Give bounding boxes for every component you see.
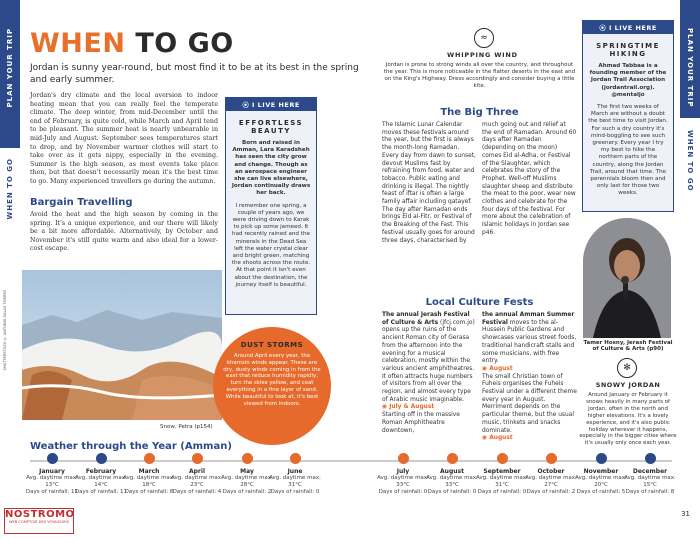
i-live-here-label: I LIVE HERE — [608, 24, 657, 32]
intro-text: Jordan is sunny year-round, but most find it to be at its best in the spring and early summer. — [30, 63, 359, 85]
when-to-go-right-label: WHEN TO GO — [686, 130, 694, 192]
month-rain: Days of rainfall: 0 — [378, 489, 428, 495]
month-temp: Avg. daytime max: 18°C — [123, 475, 175, 488]
big-three-col1: The Islamic Lunar Calendar moves these festivals around the year, but the first is always the month-long Ramadan. Every day from dawn to sunset, devout Muslims fast by refraining from food, water and tobacco. Public eating and drinking is illegal. The nightly feast of iftar is often a large family affair including qatayef. The day after Ramadan ends brings Eid al-Fitr, or Festival of the Breaking of the Fast. This festival usually goes for around three days, characterised by — [382, 122, 476, 244]
snowy-jordan-text: Around January or February it snows heavily in many parts of Jordan, often in the north and higher elevations. It's a lovely experience, and it's also public holiday wherever it happens, especially in the bigger cities where it's usually only once each year. — [579, 392, 677, 447]
big-three-heading: The Big Three — [440, 107, 519, 118]
page-number: 31 — [681, 510, 690, 518]
wind-icon: ≈ — [474, 28, 494, 48]
month-name: February — [85, 468, 117, 475]
weather-title: Weather through the Year (Amman) — [30, 441, 232, 452]
month-temp: Avg. daytime max: 28°C — [221, 475, 273, 488]
left-sidebar — [0, 0, 20, 539]
springtime-hiking-box — [582, 20, 674, 212]
month-temp: Avg. daytime max: 31°C — [476, 475, 528, 488]
month-name: May — [240, 468, 254, 475]
month-dot — [290, 453, 301, 464]
month-rain: Days of rainfall: 4 — [172, 489, 222, 495]
month-name: November — [583, 468, 619, 475]
right-sidebar-tab — [680, 0, 700, 118]
month-rain: Days of rainfall: 2 — [222, 489, 272, 495]
month-dot — [192, 453, 203, 464]
fuheis-date — [482, 435, 577, 443]
page-title — [30, 28, 234, 59]
month-dot — [47, 453, 58, 464]
bargain-text: Avoid the heat and the high season by coming in the spring. It's a unique experience, and our there will likely be a bit more affordable. Alternatively, by October and November it's still quite warm and also ideal for a lower-cost escape. — [30, 211, 218, 253]
month-june — [265, 453, 325, 496]
dust-storms-heading: DUST STORMS — [240, 341, 304, 349]
amman-festival-title: the annual Amman Summer Festival — [482, 312, 575, 326]
title-go: TO GO — [135, 28, 234, 59]
local-col2 — [482, 312, 577, 443]
month-temp: Avg. daytime max: 23°C — [171, 475, 223, 488]
month-name: April — [188, 468, 205, 475]
effortless-quote: I remember one spring, a couple of years ago, we were driving down to Karak to pick up some jameed. It had recently rained and the minerals in the Dead Sea left the water crystal clear and bright green, matching the shoots across the route. At that point it isn't even about the destination, the journey itself is beautiful. — [231, 202, 311, 288]
dust-storms-callout — [213, 327, 331, 445]
i-live-here-tag — [583, 21, 673, 34]
bargain-heading: Bargain Travelling — [30, 197, 133, 208]
calendar-icon: ◉ — [482, 435, 488, 442]
jerash-date — [382, 404, 477, 412]
month-dot — [96, 453, 107, 464]
calendar-icon: ◉ — [482, 365, 488, 372]
month-temp: Avg. daytime max: 20°C — [575, 475, 627, 488]
month-dot — [398, 453, 409, 464]
month-name: September — [483, 468, 521, 475]
effortless-bio: Born and raised in Amman, Lara Karadsheh has seen the city grow and change. Though as an aerospace engineer she can live elsewhere, Jordan continually draws her back. — [231, 140, 311, 197]
jerash-date-label: July & August — [389, 404, 435, 411]
month-name: January — [39, 468, 65, 475]
month-rain: Days of rainfall: 2 — [526, 489, 576, 495]
local-col1 — [382, 312, 477, 435]
month-temp: Avg. daytime max: 14°C — [75, 475, 127, 488]
month-rain: Days of rainfall: 0 — [477, 489, 527, 495]
snowflake-icon: ✻ — [617, 358, 637, 378]
petra-caption: Snow, Petra (p154) — [160, 424, 213, 430]
amman-festival-text: moves to the al-Hussein Public Gardens and showcases various street foods, traditional handicraft stalls and some musicians, with free entry. — [482, 319, 577, 365]
logo-name: NOSTROMO — [5, 509, 75, 520]
plan-your-trip-right-label: PLAN YOUR TRIP — [686, 28, 694, 108]
plan-your-trip-label: PLAN YOUR TRIP — [6, 28, 14, 108]
hiking-heading: SPRINGTIME HIKING — [596, 42, 660, 58]
month-dot — [596, 453, 607, 464]
when-to-go-side-label: WHEN TO GO — [6, 158, 14, 220]
month-name: December — [632, 468, 668, 475]
nostromo-logo — [4, 508, 74, 534]
month-temp: Avg. daytime max: 33°C — [377, 475, 429, 488]
jerash-festival-text: (jfcj.com.jo) opens up the ruins of the ancient Roman city of Gerasa from the afternoon into the evening for a musical celebration, mostly within the various ancient amphitheatres. It often attracts huge numbers of visitors from all over the region, and almost every type of Arabic music imaginable. — [382, 319, 475, 403]
photo-credit: SHUTTERSTOCK © ANTONIO SALAS TORRES — [3, 290, 7, 371]
singer-illustration — [583, 218, 671, 338]
fuheis-date-label: August — [489, 435, 513, 442]
fuheis-text: The small Christian town of Fuheis organises the Fuheis Festival under a different theme every year in August. Merriment depends on the particular theme, but the usual music, trinkets and snacks dominate. — [482, 373, 577, 434]
month-dot — [144, 453, 155, 464]
jerash-tail-text: Starting off in the massive Roman Amphitheatre downtown, — [382, 412, 460, 434]
effortless-beauty-box — [225, 97, 317, 315]
month-dot — [447, 453, 458, 464]
amman-date-label: August — [489, 365, 513, 372]
logo-subtitle: WEB COMPTOIR DES VOYAGEURS — [8, 520, 70, 524]
plan-your-trip-tab — [0, 0, 20, 148]
month-name: March — [138, 468, 160, 475]
calendar-icon: ◉ — [382, 404, 388, 411]
month-rain: Days of rainfall: 8 — [625, 489, 675, 495]
month-temp: Avg. daytime max: 27°C — [525, 475, 577, 488]
local-culture-heading: Local Culture Fests — [425, 297, 534, 308]
month-temp: Avg. daytime max: 15°C — [624, 475, 676, 488]
month-temp: Avg. daytime max: 13°C — [26, 475, 78, 488]
petra-snow-illustration — [22, 270, 222, 420]
whipping-wind-text: Jordan is prone to strong winds all over the country, and throughout the year. This is more noticeable in the flatter deserts in the east and on the King's Highway. Dress accordingly and consider buying a little kite. — [383, 62, 576, 89]
effortless-heading: EFFORTLESS BEAUTY — [238, 119, 304, 135]
dust-storms-text: Around April every year, the khamsin winds appear. These are dry, dusty winds coming in from the east that reduce humidity rapidly, turn the skies yellow, and coat everything in a fine layer of sand. While beautiful to look at, it's best viewed from indoors. — [223, 353, 321, 407]
hiking-bio: Ahmad Tabbaa is a founding member of the Jordan Trail Association (jordantrail.org). @mentaljo — [589, 63, 667, 98]
hiking-quote: The first two weeks of March are without a doubt the best time to visit Jordan. For such a dry country it's mind-boggling to see such greenery. Every year I try my best to hike the northern parts of the country, along the Jordan Trail, around that time. The perennials bloom then and only last for those two weeks. — [588, 104, 668, 197]
i-live-here-label: I LIVE HERE — [251, 101, 300, 109]
jerash-festival-title: The annual Jerash Festival of Culture & Arts — [382, 312, 470, 326]
month-december — [620, 453, 680, 496]
month-name: August — [440, 468, 464, 475]
month-rain: Days of rainfall: 8 — [124, 489, 174, 495]
snowy-jordan-heading: SNOWY JORDAN — [595, 381, 661, 389]
whipping-wind-heading: WHIPPING WIND — [447, 51, 518, 59]
month-dot — [645, 453, 656, 464]
location-pin-icon: ⦿ — [599, 24, 607, 32]
month-dot — [497, 453, 508, 464]
location-pin-icon: ⦿ — [242, 101, 250, 109]
singer-photo — [583, 218, 671, 338]
month-name: October — [537, 468, 565, 475]
month-temp: Avg. daytime max: 31°C — [269, 475, 321, 488]
amman-date — [482, 366, 577, 374]
month-rain: Days of rainfall: 5 — [576, 489, 626, 495]
month-rain: Days of rainfall: 0 — [427, 489, 477, 495]
month-temp: Avg. daytime max: 33°C — [426, 475, 478, 488]
big-three-col2: much going out and relief at the end of Ramadan. Around 60 days after Ramadan (depending on the moon) comes Eid al-Adha, or Festival of the Slaughter, which celebrates the story of the Prophet. Well-off Muslims slaughter sheep and distribute the meat to the poor, wear new clothes and celebrate for the four days of the festival. For more about the celebration of Islamic holidays in Jordan see p46. — [482, 122, 577, 236]
month-rain: Days of rainfall: 11 — [74, 489, 128, 495]
month-rain: Days of rainfall: 0 — [270, 489, 320, 495]
month-rain: Days of rainfall: 11 — [25, 489, 79, 495]
title-when: WHEN — [30, 28, 126, 59]
main-paragraph: Jordan's dry climate and the local aversion to indoor heating mean that you can really feel the temperate climate. The deep winter, from mid-December until the end of February, is quite cold, while March and April tend to be pleasant. The summer heat is nearly unbearable in mid-July and August. September sees temperatures start to drop, and by November warmer clothes will start to take over as it gets nippy, especially in the evening. Summer is the high season, as most events take place then, but that doesn't necessarily mean it's the best time to go. Many experienced travellers go during the autumn. — [30, 92, 218, 185]
i-live-here-tag — [226, 98, 316, 111]
month-dot — [242, 453, 253, 464]
petra-snow-photo — [22, 270, 222, 420]
month-name: June — [287, 468, 303, 475]
month-dot — [546, 453, 557, 464]
month-name: July — [396, 468, 410, 475]
singer-caption: Tamer Hosny, Jerash Festival of Culture & Arts (p90) — [583, 340, 673, 352]
